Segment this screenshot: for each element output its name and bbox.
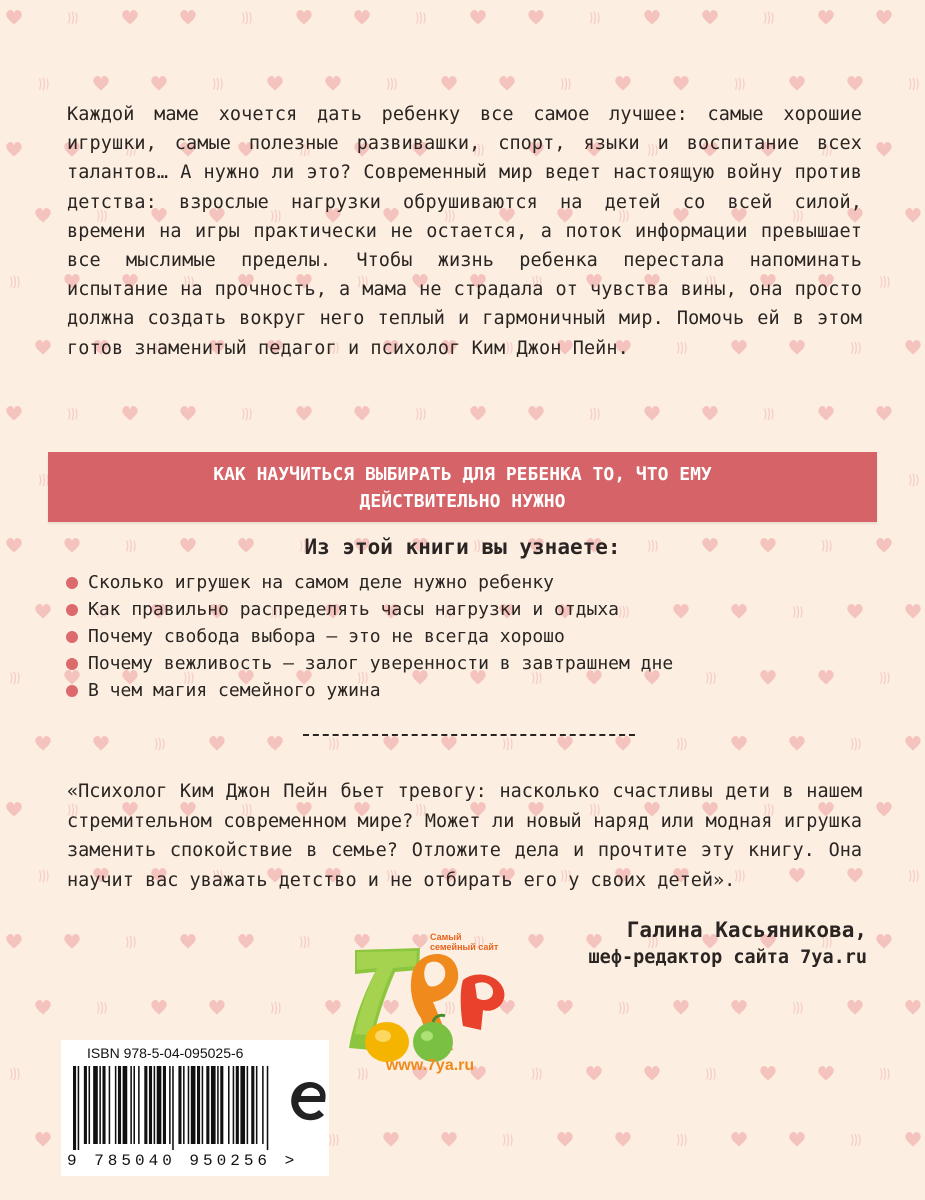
list-item-text: В чем магия семейного ужина [88,680,381,701]
barcode-bar [123,1066,128,1144]
barcode-bar [172,1066,174,1150]
barcode-bar [93,1066,98,1144]
dashed-divider [303,734,635,736]
barcode-bar [138,1066,140,1144]
barcode-bar [99,1066,101,1144]
quote-author-role: шеф-редактор сайта 7ya.ru [588,947,867,968]
bullet-dot-icon [66,631,78,643]
barcode-bar [191,1066,196,1144]
quote-author-name: Галина Касьяникова, [626,918,867,942]
tagline-line-1: Самый [430,932,462,942]
isbn-label: ISBN 978-5-04-095025-6 [87,1045,244,1061]
intro-paragraph: Каждой маме хочется дать ребенку все самое лучшее: самые хорошие игрушки, самые полезные развивашки, спорт, языки и воспитание всех талантов… А нужно ли это? Современный мир ведет настоящую войну против детства: взрослые нагрузки обрушиваются на детей со всей силой, времени на игры практически не остается, а поток информации превышает все мыслимые пределы. Чтобы жизнь ребенка перестала напоминать испытание на прочность, а мама не страдала от чувства вины, она просто должна создать вокруг него теплый и гармоничный мир. Помочь ей в этом готов знаменитый педагог и психолог Ким Джон Пейн. [67,104,862,359]
barcode-bar [133,1066,135,1144]
barcode-bar [89,1066,91,1144]
barcode-bar [233,1066,235,1144]
list-item-text: Почему свобода выбора — это не всегда хорошо [88,626,565,647]
list-item-text: Сколько игрушек на самом деле нужно ребенку [88,572,554,593]
banner-line-2: ДЕЙСТВИТЕЛЬНО НУЖНО [359,491,566,512]
list-item-text: Почему вежливость — залог уверенности в завтрашнем дне [88,653,674,674]
list-item [66,677,866,704]
highlight-banner [48,452,877,522]
barcode-bar [183,1066,185,1144]
barcode-bar [236,1066,239,1144]
barcode-bar [130,1066,132,1144]
barcode-bar [149,1066,152,1144]
barcode-bar [220,1066,223,1144]
site-url: www.7ya.ru [385,1057,475,1074]
barcode-bar [144,1066,147,1144]
eksmo-logo [283,1074,335,1126]
barcode-bar [247,1066,249,1144]
list-item-text: Как правильно распределять часы нагрузки и отдыха [88,599,620,620]
barcode-bar [163,1066,166,1144]
benefits-list [66,569,866,704]
barcode-bar [211,1066,216,1144]
barcode-bar [197,1066,200,1144]
list-title: Из этой книги вы узнаете: [304,535,621,559]
barcode-bar [115,1066,117,1144]
barcode-bar [256,1066,258,1144]
bullet-dot-icon [66,658,78,670]
barcode-bar [240,1066,245,1144]
logo-tagline [430,932,510,952]
list-item [66,596,866,623]
barcode-bar [262,1066,264,1144]
tagline-line-2: семейный сайт [430,942,499,952]
barcode-bar [84,1066,87,1144]
barcode-bar [188,1066,190,1144]
barcode-bar [178,1066,181,1144]
barcode-digits: 9 785040 950256 > [67,1152,299,1170]
barcode-bar [202,1066,204,1144]
barcode-bar [78,1066,80,1150]
barcode-bar [102,1066,105,1144]
barcode-bar [118,1066,121,1144]
barcode-bar [154,1066,156,1144]
barcode-bar [206,1066,209,1144]
list-item [66,650,866,677]
barcode-bar [109,1066,111,1144]
barcode-bar [267,1066,269,1150]
bullet-dot-icon [66,604,78,616]
barcode-bar [217,1066,219,1144]
bullet-dot-icon [66,685,78,697]
banner-text [48,461,877,515]
barcode-bar [251,1066,254,1144]
list-item [66,623,866,650]
bullet-dot-icon [66,577,78,589]
barcode-bar [157,1066,162,1144]
barcode-bar [169,1066,171,1144]
barcode-bar [73,1066,76,1150]
review-quote: «Психолог Ким Джон Пейн бьет тревогу: насколько счастливы дети в нашем стремительном современном мире? Может ли новый наряд или модная игрушка заменить спокойствие в семье? Отложите дела и прочтите эту книгу. Она научит вас уважать детство и не отбирать его у своих детей». [67,781,862,891]
banner-line-1: КАК НАУЧИТЬСЯ ВЫБИРАТЬ ДЛЯ РЕБЕНКА ТО, ЧТО ЕМУ [213,464,712,485]
list-item [66,569,866,596]
barcode-bar [228,1066,230,1144]
